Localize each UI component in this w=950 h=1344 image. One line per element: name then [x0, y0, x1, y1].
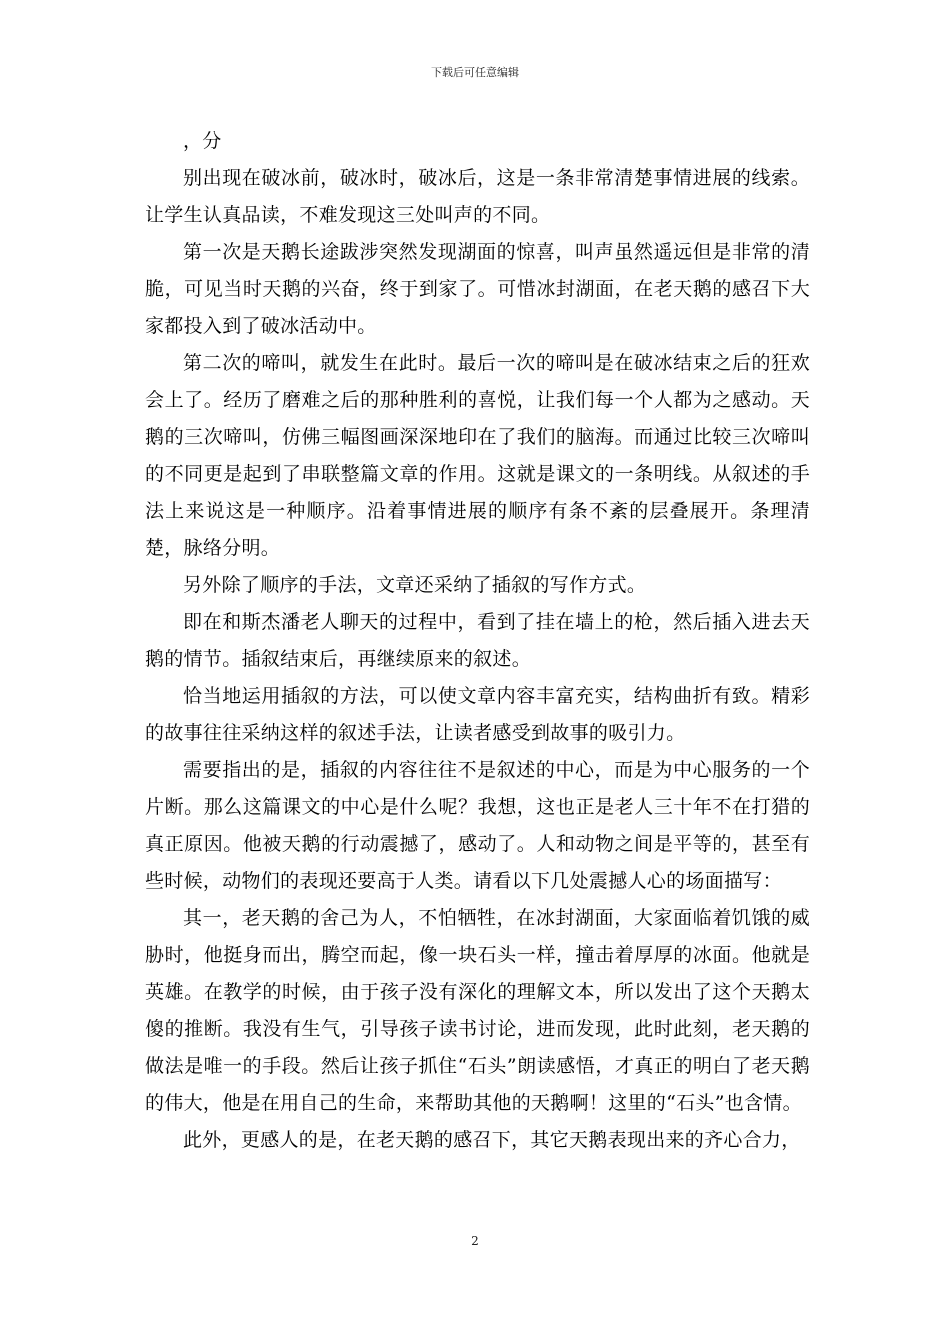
paragraph: 别出现在破冰前，破冰时，破冰后，这是一条非常清楚事情进展的线索。让学生认真品读，不难发现这三处叫声的不同。 [145, 167, 810, 226]
page-number: 2 [471, 1234, 479, 1248]
paragraph: 另外除了顺序的手法，文章还采纳了插叙的写作方式。 [183, 574, 647, 596]
document-body [145, 123, 810, 1159]
paragraph: 第一次是天鹅长途跋涉突然发现湖面的惊喜，叫声虽然遥远但是非常的清脆，可见当时天鹅的兴奋，终于到家了。可惜冰封湖面，在老天鹅的感召下大家都投入到了破冰活动中。 [145, 241, 810, 337]
paragraph: 第二次的啼叫，就发生在此时。最后一次的啼叫是在破冰结束之后的狂欢会上了。经历了磨难之后的那种胜利的喜悦，让我们每一个人都为之感动。天鹅的三次啼叫，仿佛三幅图画深深地印在了我们的脑海。而通过比较三次啼叫的不同更是起到了串联整篇文章的作用。这就是课文的一条明线。从叙述的手法上来说这是一种顺序。沿着事情进展的顺序有条不紊的层叠展开。条理清楚，脉络分明。 [145, 352, 810, 559]
paragraph: 即在和斯杰潘老人聊天的过程中，看到了挂在墙上的枪，然后插入进去天鹅的情节。插叙结束后，再继续原来的叙述。 [145, 611, 810, 670]
paragraph: 恰当地运用插叙的方法，可以使文章内容丰富充实，结构曲折有致。精彩的故事往往采纳这样的叙述手法，让读者感受到故事的吸引力。 [145, 685, 810, 744]
paragraph: 其一，老天鹅的舍己为人，不怕牺牲，在冰封湖面，大家面临着饥饿的威胁时，他挺身而出，腾空而起，像一块石头一样，撞击着厚厚的冰面。他就是英雄。在教学的时候，由于孩子没有深化的理解文本，所以发出了这个天鹅太傻的推断。我没有生气，引导孩子读书讨论，进而发现，此时此刻，老天鹅的做法是唯一的手段。然后让孩子抓住“石头”朗读感悟，才真正的明白了老天鹅的伟大，他是在用自己的生命，来帮助其他的天鹅啊！这里的“石头”也含情。 [145, 907, 810, 1114]
page-header: 下载后可任意编辑 [431, 66, 519, 79]
paragraph: 此外，更感人的是，在老天鹅的感召下，其它天鹅表现出来的齐心合力， [183, 1129, 801, 1151]
paragraph: 需要指出的是，插叙的内容往往不是叙述的中心，而是为中心服务的一个片断。那么这篇课文的中心是什么呢？我想，这也正是老人三十年不在打猎的真正原因。他被天鹅的行动震撼了，感动了。人和动物之间是平等的，甚至有些时候，动物们的表现还要高于人类。请看以下几处震撼人心的场面描写： [145, 759, 810, 892]
paragraph: ，分 [183, 130, 222, 152]
